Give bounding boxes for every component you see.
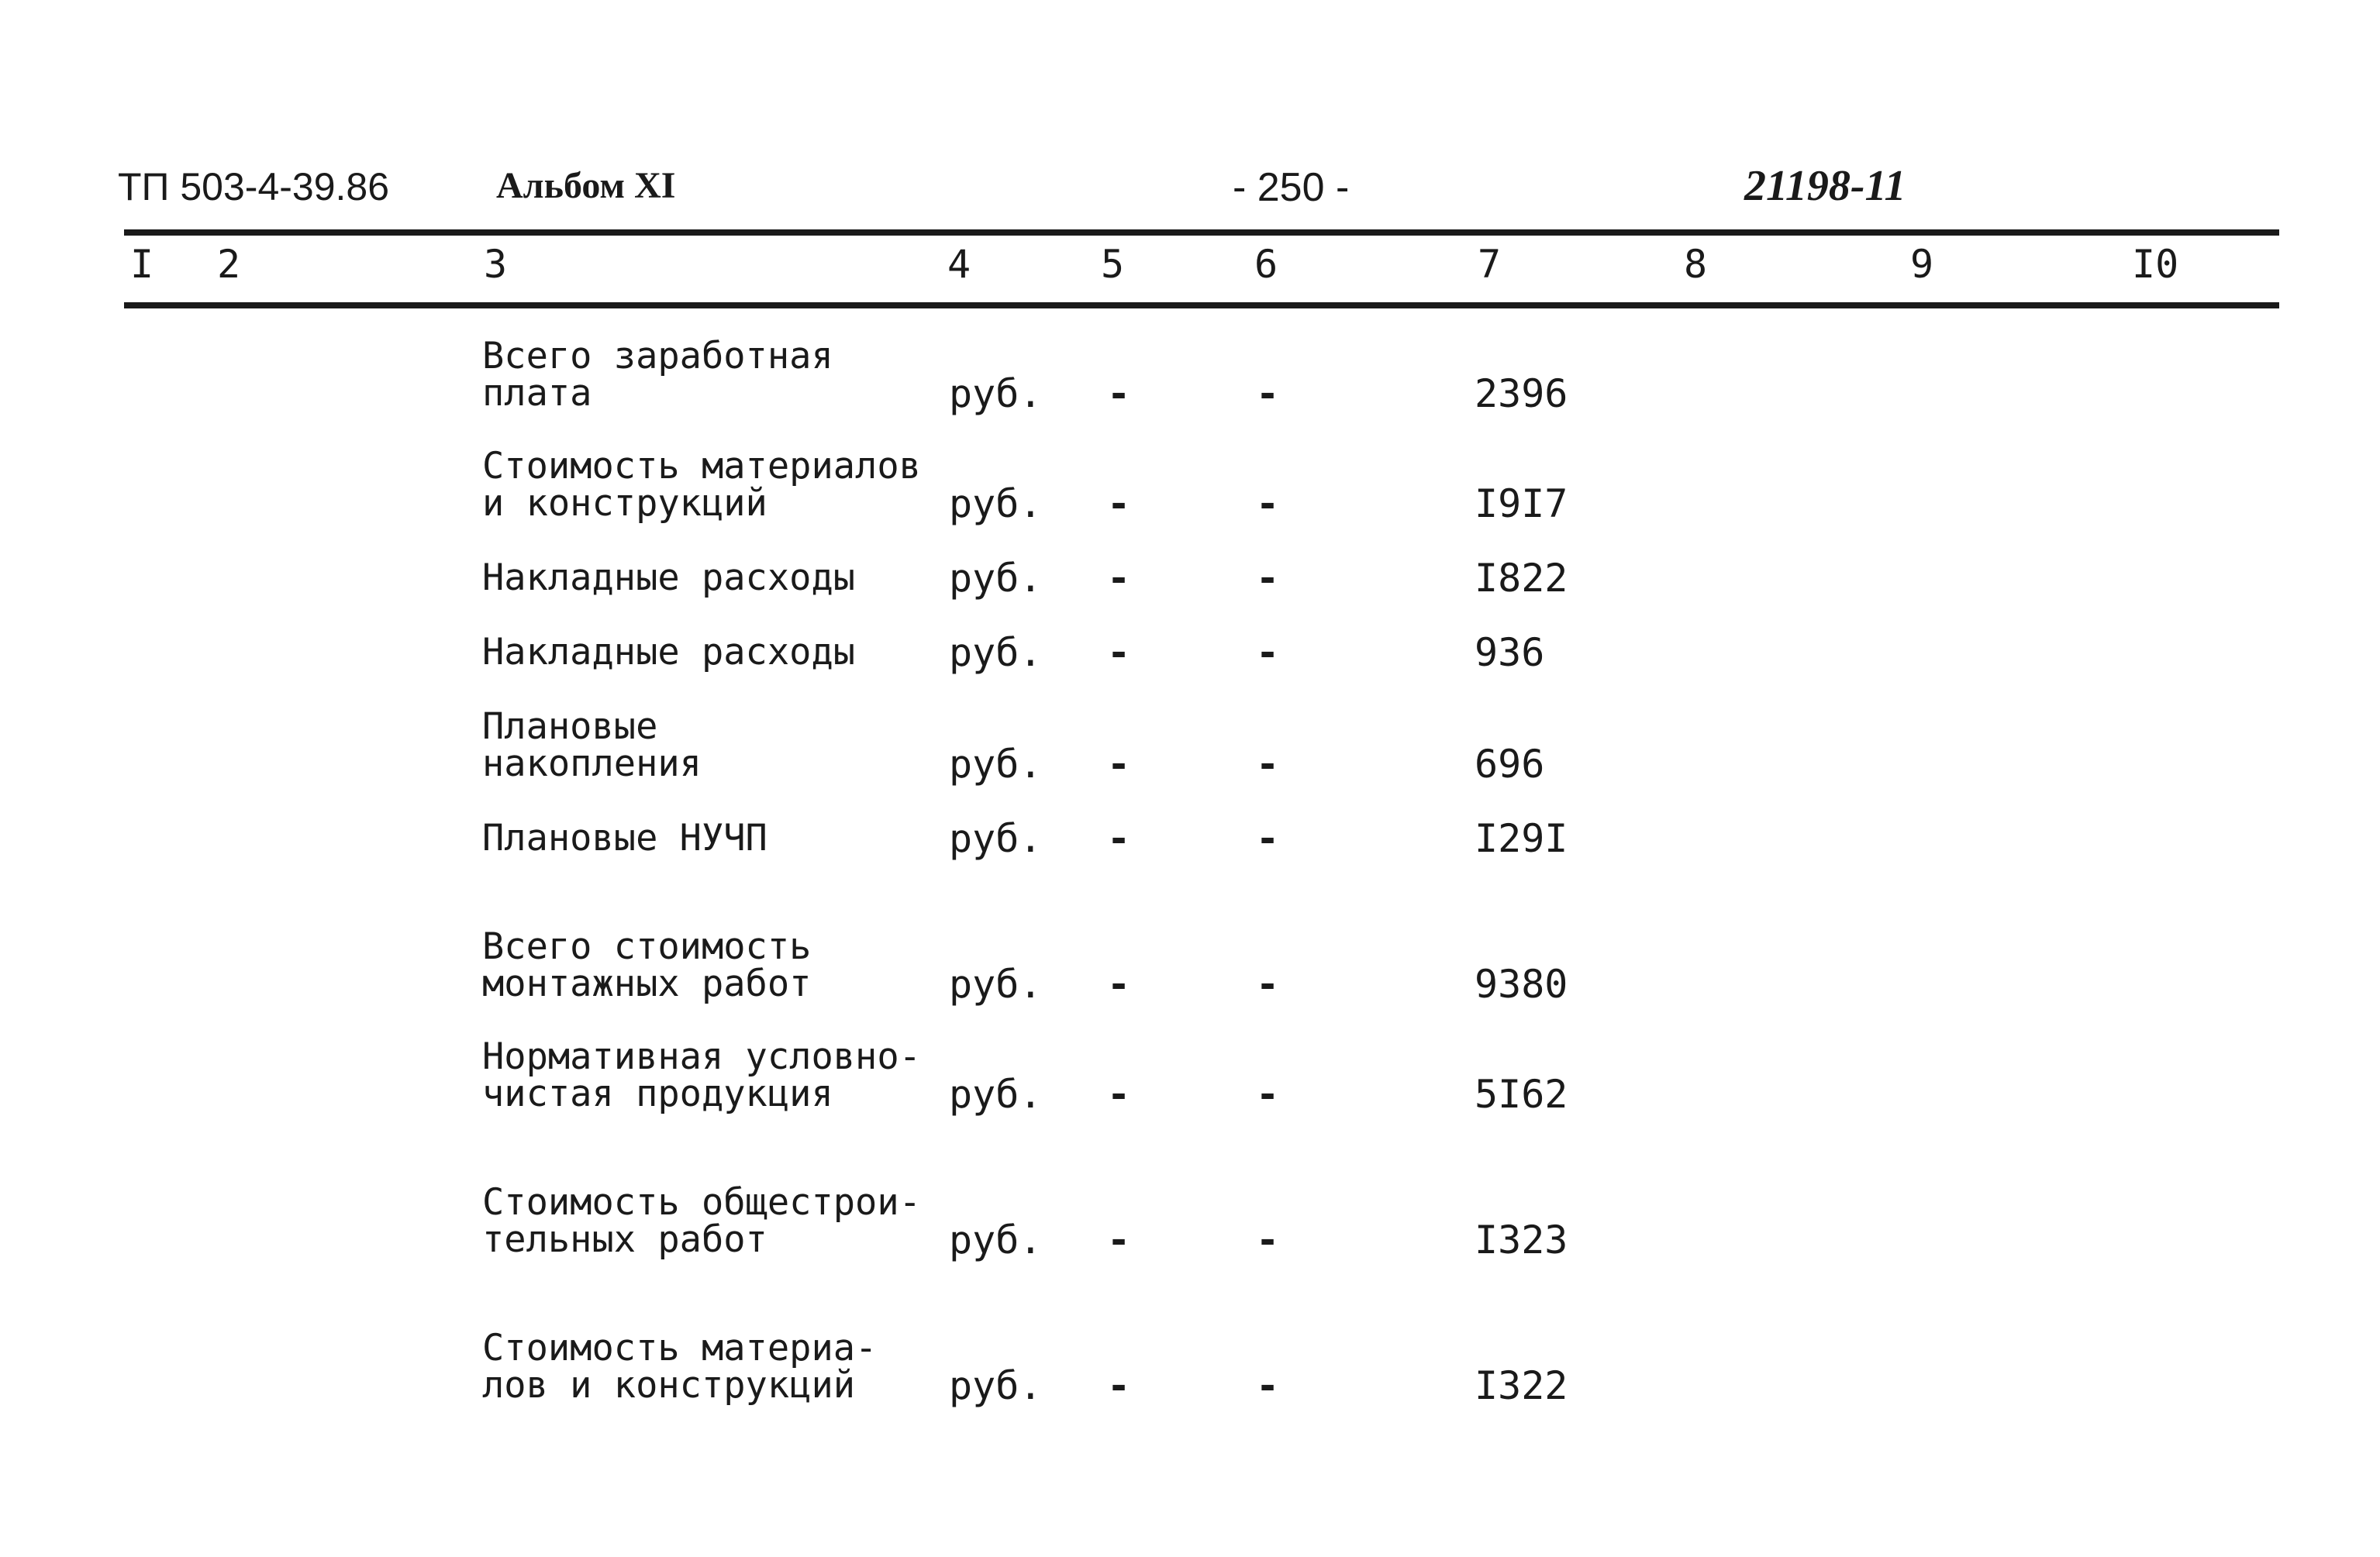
row-col5: - bbox=[1107, 962, 1131, 1007]
header-rule-bottom bbox=[124, 302, 2279, 308]
row-unit: руб. bbox=[949, 556, 1043, 601]
row-col5: - bbox=[1107, 630, 1131, 675]
row-value: I322 bbox=[1475, 1363, 1568, 1408]
row-name: Плановые накопления bbox=[482, 705, 702, 785]
row-name: Накладные расходы bbox=[482, 631, 856, 673]
document-number: 21198-11 bbox=[1744, 162, 1906, 210]
column-number-6: 6 bbox=[1254, 242, 1278, 287]
row-value: 696 bbox=[1475, 742, 1545, 787]
row-name: Всего заработная плата bbox=[482, 335, 833, 415]
row-col6: - bbox=[1256, 556, 1280, 601]
row-col6: - bbox=[1256, 742, 1280, 787]
row-unit: руб. bbox=[949, 630, 1043, 675]
row-unit: руб. bbox=[949, 816, 1043, 861]
column-number-7: 7 bbox=[1478, 242, 1502, 287]
row-name: Плановые НУЧП bbox=[482, 817, 767, 859]
row-value: 2396 bbox=[1475, 371, 1568, 416]
row-value: I29I bbox=[1475, 816, 1568, 861]
column-number-8: 8 bbox=[1684, 242, 1708, 287]
row-value: I9I7 bbox=[1475, 481, 1568, 526]
row-unit: руб. bbox=[949, 371, 1043, 416]
row-col6: - bbox=[1256, 630, 1280, 675]
row-col5: - bbox=[1107, 481, 1131, 526]
row-col5: - bbox=[1107, 816, 1131, 861]
row-unit: руб. bbox=[949, 1218, 1043, 1262]
row-name: Стоимость общестрои- тельных работ bbox=[482, 1181, 921, 1261]
column-number-4: 4 bbox=[947, 242, 971, 287]
row-name: Всего стоимость монтажных работ bbox=[482, 925, 812, 1005]
row-value: 936 bbox=[1475, 630, 1545, 675]
row-value: 9380 bbox=[1475, 962, 1568, 1007]
row-unit: руб. bbox=[949, 481, 1043, 526]
row-col5: - bbox=[1107, 371, 1131, 416]
row-unit: руб. bbox=[949, 742, 1043, 787]
column-number-9: 9 bbox=[1910, 242, 1934, 287]
header-rule-top bbox=[124, 229, 2279, 236]
column-number-5: 5 bbox=[1101, 242, 1125, 287]
row-unit: руб. bbox=[949, 962, 1043, 1007]
row-name: Стоимость материа- лов и конструкций bbox=[482, 1327, 878, 1407]
column-number-2: 2 bbox=[217, 242, 241, 287]
row-col6: - bbox=[1256, 481, 1280, 526]
row-value: 5I62 bbox=[1475, 1072, 1568, 1117]
row-col5: - bbox=[1107, 1218, 1131, 1262]
row-unit: руб. bbox=[949, 1363, 1043, 1408]
row-col5: - bbox=[1107, 1363, 1131, 1408]
row-col6: - bbox=[1256, 371, 1280, 416]
row-name: Стоимость материалов и конструкций bbox=[482, 445, 921, 525]
row-col6: - bbox=[1256, 1218, 1280, 1262]
row-col5: - bbox=[1107, 742, 1131, 787]
row-name: Накладные расходы bbox=[482, 556, 856, 599]
row-value: I822 bbox=[1475, 556, 1568, 601]
row-col6: - bbox=[1256, 962, 1280, 1007]
album-label: Альбом XI bbox=[496, 165, 676, 206]
column-number-3: 3 bbox=[484, 242, 508, 287]
row-unit: руб. bbox=[949, 1072, 1043, 1117]
row-value: I323 bbox=[1475, 1218, 1568, 1262]
row-col6: - bbox=[1256, 816, 1280, 861]
column-number-10: I0 bbox=[2132, 242, 2179, 287]
document-code: ТП 503-4-39.86 bbox=[118, 165, 390, 208]
page-number: - 250 - bbox=[1233, 165, 1350, 210]
row-col5: - bbox=[1107, 1072, 1131, 1117]
row-name: Нормативная условно- чистая продукция bbox=[482, 1035, 921, 1115]
row-col6: - bbox=[1256, 1072, 1280, 1117]
row-col6: - bbox=[1256, 1363, 1280, 1408]
column-number-1: I bbox=[130, 242, 154, 287]
row-col5: - bbox=[1107, 556, 1131, 601]
